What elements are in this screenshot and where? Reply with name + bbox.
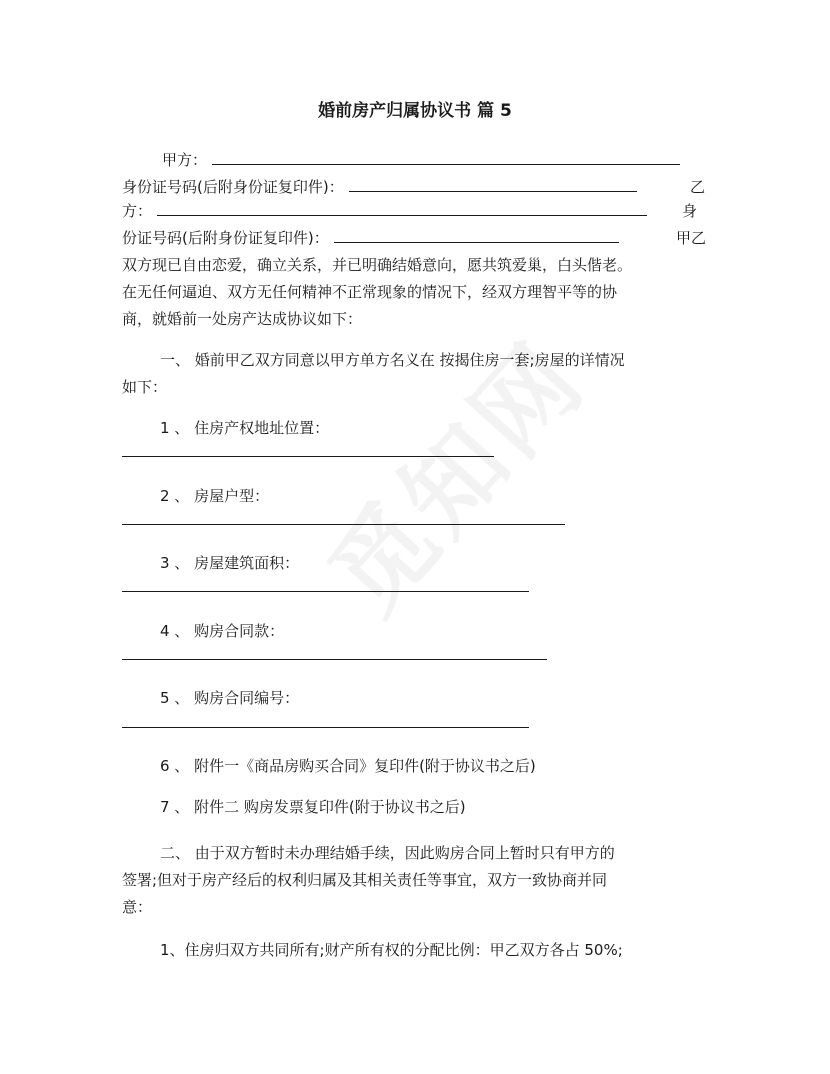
party-a-line: [162, 150, 680, 170]
party-b-tail: 乙: [690, 178, 706, 196]
section2-item1: 1、住房归双方共同所有;财产所有权的分配比例：甲乙双方各占 50%;: [160, 941, 623, 959]
item-layout: 2 、 房屋户型：: [160, 487, 270, 505]
item-attachment-1: 6 、 附件一《商品房购买合同》复印件(附于协议书之后): [160, 757, 536, 775]
contract-number-blank[interactable]: [122, 727, 529, 728]
item-contract-number: 5 、 购房合同编号：: [160, 689, 300, 707]
contract-payment-blank[interactable]: [122, 659, 547, 660]
section2-line1: 二、 由于双方暂时未办理结婚手续，因此购房合同上暂时只有甲方的: [160, 844, 615, 862]
item-area: 3 、 房屋建筑面积：: [160, 554, 300, 572]
section1-line2: 如下：: [122, 378, 168, 396]
address-blank[interactable]: [122, 456, 494, 457]
party-b-line: [122, 201, 647, 221]
item-address: 1 、 住房产权地址位置：: [160, 419, 330, 437]
section2-line2: 签署;但对于房产经后的权利归属及其相关责任等事宜，双方一致协商并同: [122, 871, 608, 889]
id-b-line: [122, 228, 619, 248]
item-contract-payment: 4 、 购房合同款：: [160, 622, 285, 640]
jiayi-tail: 甲乙: [676, 229, 707, 247]
id-a-line: [122, 177, 637, 197]
id-a-blank[interactable]: [349, 177, 637, 192]
area-blank[interactable]: [122, 591, 529, 592]
intro-body-3: 商，就婚前一处房产达成协议如下：: [122, 310, 363, 328]
id-b-label: 份证号码(后附身份证复印件)：: [122, 229, 329, 247]
section1-line1: 一、 婚前甲乙双方同意以甲方单方名义在 按揭住房一套;房屋的详情况: [160, 351, 625, 369]
party-b-blank[interactable]: [157, 201, 647, 216]
shen-tail: 身: [682, 202, 698, 220]
layout-blank[interactable]: [122, 524, 565, 525]
party-a-label: 甲方：: [162, 151, 208, 169]
party-a-blank[interactable]: [212, 150, 680, 165]
id-b-blank[interactable]: [334, 228, 619, 243]
intro-body-1: 双方现已自由恋爱，确立关系，并已明确结婚意向，愿共筑爱巢，白头偕老。: [122, 256, 633, 274]
item-attachment-2: 7 、 附件二 购房发票复印件(附于协议书之后): [160, 798, 466, 816]
document-title: 婚前房产归属协议书 篇 5: [318, 101, 512, 121]
intro-body-2: 在无任何逼迫、双方无任何精神不正常现象的情况下，经双方理智平等的协: [122, 283, 618, 301]
id-a-label: 身份证号码(后附身份证复印件)：: [122, 178, 344, 196]
section2-line3: 意：: [122, 898, 153, 916]
party-b-label: 方：: [122, 202, 153, 220]
